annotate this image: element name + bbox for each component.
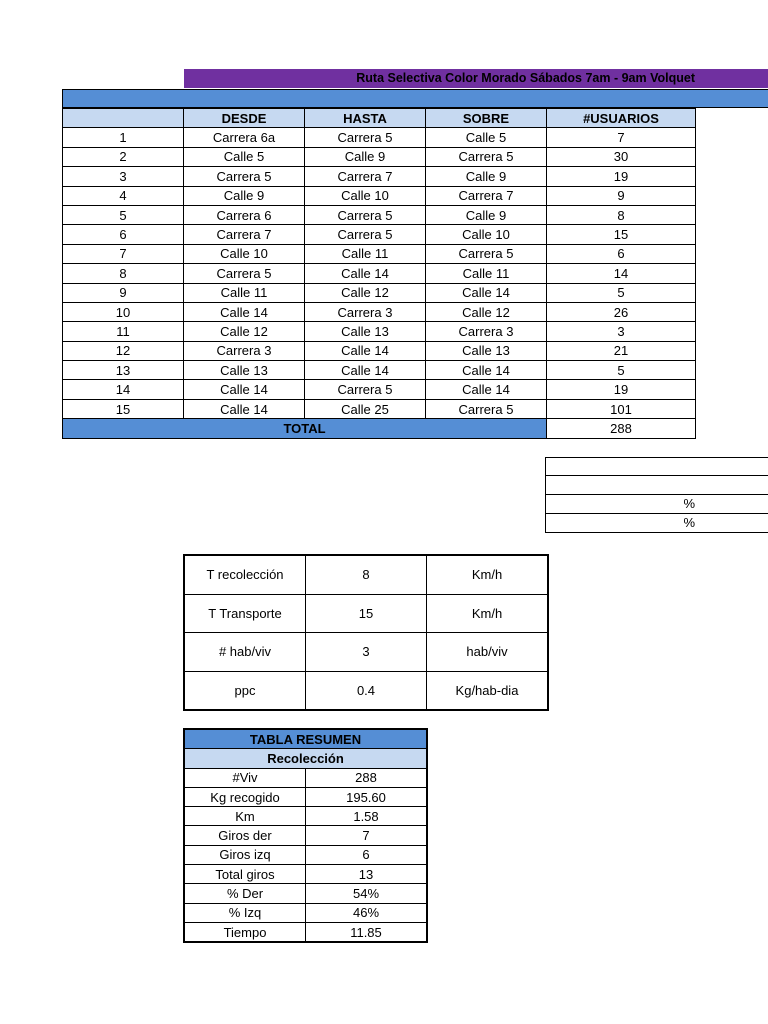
summary-cell[interactable]: Km [184,807,306,826]
table-cell[interactable]: Calle 10 [305,186,426,205]
table-cell[interactable]: 19 [547,167,696,186]
table-cell[interactable]: Calle 14 [305,361,426,380]
table-row [63,264,696,283]
table-cell[interactable]: Carrera 3 [305,302,426,321]
param-cell[interactable]: T Transporte [184,594,306,633]
table-row [63,361,696,380]
table-cell[interactable]: 3 [547,322,696,341]
table-cell[interactable]: 8 [547,205,696,224]
table-cell[interactable]: 14 [547,264,696,283]
param-cell[interactable]: 3 [306,633,427,672]
table-cell[interactable]: Calle 5 [426,128,547,147]
summary-cell[interactable]: 54% [306,884,428,903]
param-cell[interactable]: # hab/viv [184,633,306,672]
table-cell[interactable]: 15 [547,225,696,244]
table-cell[interactable]: 7 [547,128,696,147]
summary-cell[interactable]: 7 [306,826,428,845]
table-cell[interactable]: Carrera 5 [305,205,426,224]
param-cell[interactable]: 8 [306,555,427,594]
param-cell[interactable]: T recolección [184,555,306,594]
table-cell[interactable]: Carrera 5 [305,225,426,244]
table-row [63,205,696,224]
table-cell[interactable]: Calle 14 [426,380,547,399]
summary-cell[interactable]: 6 [306,845,428,864]
table-row [63,283,696,302]
table-row [63,244,696,263]
table-cell[interactable]: Carrera 6 [184,205,305,224]
param-cell[interactable]: Kg/hab-dia [427,671,549,710]
table-cell[interactable]: Calle 14 [184,380,305,399]
table-cell[interactable]: Carrera 5 [426,399,547,418]
table-cell[interactable]: Calle 11 [184,283,305,302]
percent-row[interactable]: % [545,514,768,533]
table-row [63,128,696,147]
table-row [63,380,696,399]
table-cell[interactable]: 4 [63,186,184,205]
route-title: Ruta Selectiva Color Morado Sábados 7am - 9am Volquet [356,71,695,85]
table-cell[interactable]: Carrera 3 [426,322,547,341]
table-cell[interactable]: 5 [547,361,696,380]
table-cell[interactable]: Calle 9 [426,167,547,186]
summary-row [184,845,427,864]
param-cell[interactable]: hab/viv [427,633,549,672]
table-cell[interactable]: Calle 13 [305,322,426,341]
table-cell[interactable]: 10 [63,302,184,321]
table-cell[interactable]: Calle 10 [184,244,305,263]
table-cell[interactable]: Calle 11 [305,244,426,263]
header-row [63,109,696,128]
summary-cell[interactable]: 288 [306,768,428,787]
summary-title: TABLA RESUMEN [184,729,427,749]
table-cell[interactable]: 30 [547,147,696,166]
table-row [63,167,696,186]
total-row [63,419,696,438]
table-cell[interactable]: 26 [547,302,696,321]
table-cell[interactable]: Calle 5 [184,147,305,166]
table-cell[interactable]: 9 [547,186,696,205]
table-cell[interactable]: 8 [63,264,184,283]
param-cell[interactable]: Km/h [427,555,549,594]
table-cell[interactable]: Carrera 3 [184,341,305,360]
table-cell[interactable]: Carrera 7 [184,225,305,244]
table-cell[interactable]: Calle 14 [426,361,547,380]
table-cell[interactable]: Calle 13 [426,341,547,360]
table-cell[interactable]: 101 [547,399,696,418]
table-cell[interactable]: Calle 14 [426,283,547,302]
table-cell[interactable]: 15 [63,399,184,418]
summary-row [184,807,427,826]
table-cell[interactable]: 5 [547,283,696,302]
param-row [184,633,548,672]
table-cell[interactable]: Calle 25 [305,399,426,418]
header-cell[interactable]: SOBRE [426,109,547,128]
summary-cell[interactable]: #Viv [184,768,306,787]
summary-cell[interactable]: Giros der [184,826,306,845]
summary-cell[interactable]: 1.58 [306,807,428,826]
summary-row [184,884,427,903]
param-row [184,671,548,710]
summary-row [184,865,427,884]
table-cell[interactable]: Calle 9 [184,186,305,205]
param-cell[interactable]: 0.4 [306,671,427,710]
percent-box [545,457,768,533]
summary-subtitle: Recolección [184,749,427,768]
table-cell[interactable]: Calle 9 [305,147,426,166]
table-cell[interactable]: Calle 14 [305,341,426,360]
table-cell[interactable]: 6 [63,225,184,244]
header-band [62,89,768,108]
header-cell[interactable]: #USUARIOS [547,109,696,128]
summary-cell[interactable]: 195.60 [306,787,428,806]
table-cell[interactable]: 13 [63,361,184,380]
total-label[interactable]: TOTAL [63,419,547,438]
table-cell[interactable]: 6 [547,244,696,263]
table-cell[interactable]: 21 [547,341,696,360]
table-cell[interactable]: Carrera 5 [426,244,547,263]
table-row [63,322,696,341]
table-cell[interactable]: Calle 13 [184,361,305,380]
table-cell[interactable]: Carrera 5 [305,380,426,399]
summary-cell[interactable]: Giros izq [184,845,306,864]
param-cell[interactable]: ppc [184,671,306,710]
table-cell[interactable]: Carrera 7 [426,186,547,205]
percent-row[interactable] [545,457,768,476]
table-cell[interactable]: Calle 14 [184,399,305,418]
summary-table [183,728,428,943]
table-cell[interactable]: 9 [63,283,184,302]
table-cell[interactable]: 19 [547,380,696,399]
table-cell[interactable]: 11 [63,322,184,341]
table-cell[interactable]: Carrera 7 [305,167,426,186]
table-cell[interactable]: 7 [63,244,184,263]
summary-cell[interactable]: Tiempo [184,922,306,942]
route-table [62,108,696,439]
table-cell[interactable]: 5 [63,205,184,224]
param-row [184,594,548,633]
total-value[interactable]: 288 [547,419,696,438]
table-cell[interactable]: 3 [63,167,184,186]
table-cell[interactable]: Calle 12 [305,283,426,302]
table-cell[interactable]: Calle 14 [184,302,305,321]
percent-row[interactable] [545,476,768,495]
table-cell[interactable]: Calle 14 [305,264,426,283]
table-cell[interactable]: Calle 10 [426,225,547,244]
table-row [63,186,696,205]
header-cell[interactable] [63,109,184,128]
summary-row [184,903,427,922]
table-cell[interactable]: Calle 9 [426,205,547,224]
table-cell[interactable]: 14 [63,380,184,399]
table-cell[interactable]: Carrera 5 [426,147,547,166]
table-row [63,147,696,166]
summary-cell[interactable]: Kg recogido [184,787,306,806]
table-cell[interactable]: 12 [63,341,184,360]
summary-cell[interactable]: % Izq [184,903,306,922]
param-cell[interactable]: 15 [306,594,427,633]
summary-cell[interactable]: % Der [184,884,306,903]
summary-cell[interactable]: 13 [306,865,428,884]
table-row [63,399,696,418]
table-cell[interactable]: 2 [63,147,184,166]
parameters-table [183,554,549,711]
table-cell[interactable]: Carrera 5 [305,128,426,147]
header-cell[interactable]: DESDE [184,109,305,128]
table-cell[interactable]: Carrera 5 [184,264,305,283]
table-row [63,302,696,321]
header-cell[interactable]: HASTA [305,109,426,128]
summary-cell[interactable]: Total giros [184,865,306,884]
table-cell[interactable]: 1 [63,128,184,147]
summary-row [184,787,427,806]
table-row [63,341,696,360]
table-cell[interactable]: Calle 12 [184,322,305,341]
summary-cell[interactable]: 11.85 [306,922,428,942]
param-cell[interactable]: Km/h [427,594,549,633]
table-cell[interactable]: Calle 12 [426,302,547,321]
percent-row[interactable]: % [545,495,768,514]
summary-cell[interactable]: 46% [306,903,428,922]
table-cell[interactable]: Carrera 6a [184,128,305,147]
table-cell[interactable]: Calle 11 [426,264,547,283]
summary-row [184,922,427,942]
summary-row [184,826,427,845]
table-row [63,225,696,244]
param-row [184,555,548,594]
summary-row [184,768,427,787]
table-cell[interactable]: Carrera 5 [184,167,305,186]
